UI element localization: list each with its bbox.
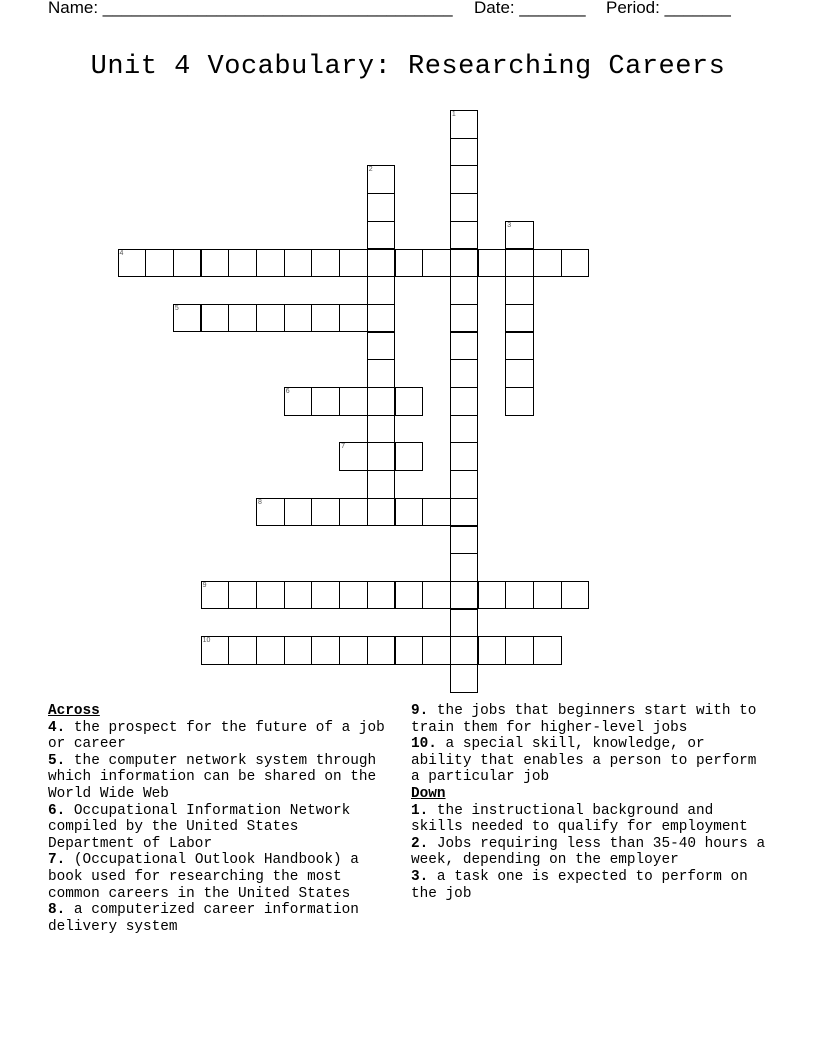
clue-number-label: 7. — [48, 852, 66, 869]
crossword-cell[interactable] — [533, 636, 562, 665]
crossword-cell[interactable] — [256, 249, 285, 278]
crossword-cell[interactable] — [450, 498, 479, 527]
crossword-cell[interactable] — [450, 664, 479, 693]
crossword-cell[interactable] — [201, 636, 230, 665]
crossword-cell[interactable] — [450, 581, 479, 610]
crossword-cell[interactable] — [367, 470, 396, 499]
clue-item — [48, 753, 393, 803]
date-field[interactable]: Date: _______ — [474, 0, 586, 17]
crossword-cell[interactable] — [311, 387, 340, 416]
crossword-cell[interactable] — [450, 221, 479, 250]
crossword-cell[interactable] — [450, 636, 479, 665]
crossword-cell[interactable] — [284, 498, 313, 527]
crossword-cell[interactable] — [478, 636, 507, 665]
crossword-cell[interactable] — [367, 581, 396, 610]
crossword-cell[interactable] — [450, 553, 479, 582]
crossword-cell[interactable] — [395, 249, 424, 278]
crossword-cell[interactable] — [228, 249, 257, 278]
clue-number-label: 2. — [411, 835, 429, 852]
crossword-cell[interactable] — [505, 359, 534, 388]
crossword-cell[interactable] — [505, 276, 534, 305]
crossword-cell[interactable] — [478, 249, 507, 278]
crossword-cell[interactable] — [533, 249, 562, 278]
crossword-cell[interactable] — [228, 636, 257, 665]
clue-item — [48, 852, 393, 902]
crossword-cell[interactable] — [450, 249, 479, 278]
clue-text: the prospect for the future of a job or career — [48, 719, 385, 753]
crossword-cell[interactable] — [450, 276, 479, 305]
crossword-cell[interactable] — [533, 581, 562, 610]
crossword-cell[interactable] — [311, 249, 340, 278]
crossword-cell[interactable] — [505, 249, 534, 278]
clue-text: Jobs requiring less than 35-40 hours a week, depending on the employer — [411, 835, 766, 869]
crossword-cell[interactable] — [505, 221, 534, 250]
crossword-cell[interactable] — [395, 387, 424, 416]
clue-text: (Occupational Outlook Handbook) a book used for researching the most common careers in the United States — [48, 852, 359, 902]
crossword-cell[interactable] — [505, 304, 534, 333]
crossword-cell[interactable] — [450, 470, 479, 499]
down-heading: Down — [411, 785, 446, 802]
crossword-cell[interactable] — [505, 332, 534, 361]
crossword-cell[interactable] — [367, 498, 396, 527]
crossword-cell[interactable] — [339, 636, 368, 665]
crossword-cell[interactable] — [256, 581, 285, 610]
crossword-cell[interactable] — [367, 332, 396, 361]
crossword-cell[interactable] — [284, 636, 313, 665]
crossword-cell[interactable] — [173, 304, 202, 333]
clue-number: 3 — [507, 221, 512, 229]
crossword-cell[interactable] — [339, 498, 368, 527]
crossword-cell[interactable] — [311, 636, 340, 665]
crossword-cell[interactable] — [561, 581, 590, 610]
crossword-cell[interactable] — [422, 498, 451, 527]
clue-number-label: 10. — [411, 736, 437, 753]
crossword-cell[interactable] — [450, 359, 479, 388]
clue-item — [411, 736, 771, 786]
clue-number: 8 — [258, 498, 262, 506]
crossword-cell[interactable] — [339, 581, 368, 610]
crossword-cell[interactable] — [367, 249, 396, 278]
crossword-cell[interactable] — [422, 636, 451, 665]
clue-item — [48, 720, 393, 753]
crossword-cell[interactable] — [395, 636, 424, 665]
crossword-cell[interactable] — [311, 498, 340, 527]
crossword-cell[interactable] — [395, 498, 424, 527]
crossword-cell[interactable] — [367, 193, 396, 222]
crossword-cell[interactable] — [339, 249, 368, 278]
clue-number-label: 3. — [411, 868, 429, 885]
crossword-cell[interactable] — [367, 442, 396, 471]
crossword-cell[interactable] — [339, 442, 368, 471]
clue-number-label: 4. — [48, 719, 66, 736]
clue-item — [411, 703, 771, 736]
period-field[interactable]: Period: _______ — [606, 0, 731, 17]
clue-number: 2 — [368, 166, 373, 174]
crossword-cell[interactable] — [450, 415, 479, 444]
clue-number: 5 — [174, 304, 179, 312]
crossword-cell[interactable] — [450, 138, 479, 167]
crossword-cell[interactable] — [367, 165, 396, 194]
clue-item — [48, 902, 393, 935]
crossword-cell[interactable] — [284, 304, 313, 333]
crossword-cell[interactable] — [311, 304, 340, 333]
crossword-cell[interactable] — [367, 387, 396, 416]
clue-item — [411, 803, 771, 836]
crossword-cell[interactable] — [450, 110, 479, 139]
clue-text: Occupational Information Network compiled by the United States Department of Labor — [48, 802, 351, 852]
clue-number-label: 6. — [48, 802, 66, 819]
crossword-cell[interactable] — [228, 304, 257, 333]
crossword-cell[interactable] — [201, 581, 230, 610]
clue-text: a special skill, knowledge, or ability that enables a person to perform a particular job — [411, 736, 757, 786]
clue-text: the jobs that beginners start with to train them for higher-level jobs — [411, 703, 757, 736]
crossword-cell[interactable] — [478, 581, 507, 610]
crossword-cell[interactable] — [367, 221, 396, 250]
clue-text: the computer network system through which information can be shared on the World Wide Web — [48, 752, 377, 802]
clue-number: 9 — [202, 581, 207, 589]
crossword-cell[interactable] — [505, 581, 534, 610]
clue-item — [48, 803, 393, 853]
crossword-cell[interactable] — [450, 193, 479, 222]
crossword-cell[interactable] — [311, 581, 340, 610]
crossword-cell[interactable] — [339, 304, 368, 333]
page-title: Unit 4 Vocabulary: Researching Careers — [90, 52, 726, 82]
crossword-cell[interactable] — [145, 249, 174, 278]
clue-item — [411, 836, 771, 869]
crossword-cell[interactable] — [450, 387, 479, 416]
clue-text: a task one is expected to perform on the job — [411, 868, 748, 902]
name-field[interactable]: Name: _____________________________________ — [48, 0, 453, 17]
crossword-cell[interactable] — [505, 636, 534, 665]
across-clues-column-continued — [411, 703, 771, 902]
crossword-cell[interactable] — [256, 498, 285, 527]
crossword-cell[interactable] — [422, 249, 451, 278]
crossword-cell[interactable] — [450, 442, 479, 471]
crossword-cell[interactable] — [450, 304, 479, 333]
clue-number: 1 — [451, 111, 456, 118]
clue-number: 4 — [119, 249, 124, 257]
crossword-cell[interactable] — [284, 581, 313, 610]
crossword-cell[interactable] — [422, 581, 451, 610]
crossword-cell[interactable] — [395, 581, 424, 610]
crossword-cell[interactable] — [284, 249, 313, 278]
crossword-cell[interactable] — [450, 609, 479, 638]
crossword-cell[interactable] — [256, 636, 285, 665]
crossword-cell[interactable] — [228, 581, 257, 610]
clue-number-label: 9. — [411, 703, 429, 719]
across-heading: Across — [48, 703, 100, 719]
clue-number-label: 5. — [48, 752, 66, 769]
crossword-cell[interactable] — [284, 387, 313, 416]
crossword-cell[interactable] — [561, 249, 590, 278]
crossword-cell[interactable] — [450, 526, 479, 555]
clue-number: 6 — [285, 388, 290, 395]
clue-number: 10 — [202, 637, 211, 645]
crossword-cell[interactable] — [367, 359, 396, 388]
crossword-cell[interactable] — [367, 636, 396, 665]
crossword-cell[interactable] — [395, 442, 424, 471]
clue-number: 7 — [341, 443, 345, 451]
crossword-cell[interactable] — [367, 304, 396, 333]
crossword-cell[interactable] — [450, 332, 479, 361]
crossword-cell[interactable] — [450, 165, 479, 194]
across-clues-column — [48, 703, 393, 935]
crossword-cell[interactable] — [201, 249, 230, 278]
crossword-cell[interactable] — [173, 249, 202, 278]
crossword-cell[interactable] — [367, 415, 396, 444]
crossword-cell[interactable] — [367, 276, 396, 305]
crossword-cell[interactable] — [118, 249, 147, 278]
crossword-cell[interactable] — [339, 387, 368, 416]
clue-number-label: 8. — [48, 902, 66, 919]
clue-text: a computerized career information delivery system — [48, 902, 359, 935]
crossword-cell[interactable] — [505, 387, 534, 416]
clue-number-label: 1. — [411, 802, 429, 819]
clue-text: the instructional background and skills needed to qualify for employment — [411, 802, 748, 836]
clue-item — [411, 869, 771, 902]
crossword-cell[interactable] — [256, 304, 285, 333]
crossword-cell[interactable] — [201, 304, 230, 333]
